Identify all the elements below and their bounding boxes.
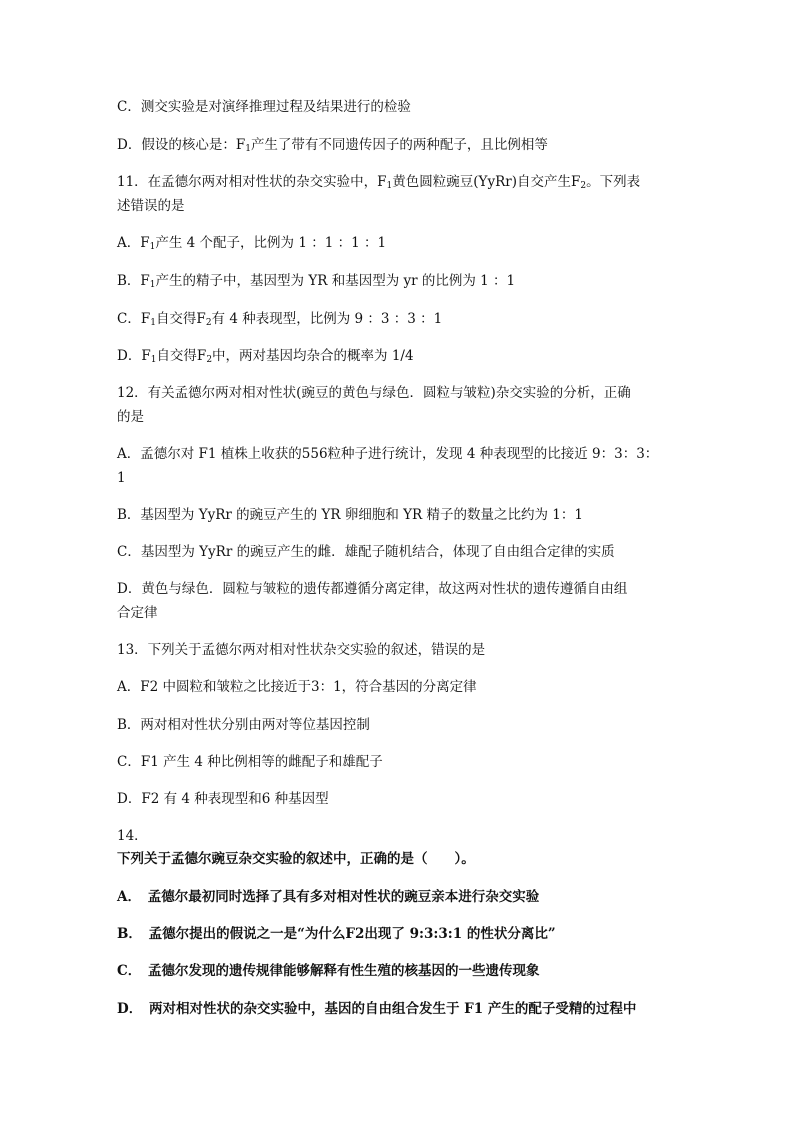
q14-option-d: D． 两对相对性状的杂交实验中，基因的自由组合发生于 F1 产生的配子受精的过程中: [117, 1001, 637, 1017]
q12-option-a-line1: A．孟德尔对 F1 植株上收获的556粒种子进行统计，发现 4 种表现型的比接近 9：3：3：: [117, 446, 659, 462]
q11-option-c: C．$F_1$自交得$F_2$有 4 种表现型，比例为 9 ：3 ：3 ：1: [117, 311, 443, 328]
q12-stem-line2: 的是: [117, 409, 144, 425]
q14-option-b: B． 孟德尔提出的假说之一是“为什么F2出现了 9:3:3:1 的性状分离比”: [117, 926, 556, 942]
q14-number: 14．: [117, 828, 148, 844]
q12-option-b: B．基因型为 YyRr 的豌豆产生的 YR 卵细胞和 YR 精子的数量之比约为 1：1: [117, 507, 583, 523]
q13-option-c: C．F1 产生 4 种比例相等的雌配子和雄配子: [117, 754, 383, 770]
q14-option-c: C． 孟德尔发现的遗传规律能够解释有性生殖的核基因的一些遗传现象: [117, 963, 540, 979]
q12-option-d-line1: D．黄色与绿色．圆粒与皱粒的遗传都遵循分离定律，故这两对性状的遗传遵循自由组: [117, 581, 628, 597]
q11-option-a: A．$F_1$产生 4 个配子，比例为 1 ：1 ：1 ：1: [117, 235, 387, 252]
q11-option-b: B．$F_1$产生的精子中，基因型为 YR 和基因型为 yr 的比例为 1 ：1: [117, 273, 516, 290]
q12-option-c: C．基因型为 YyRr 的豌豆产生的雌．雄配子随机结合，体现了自由组合定律的实质: [117, 544, 615, 560]
q13-option-a: A．F2 中圆粒和皱粒之比接近于3：1，符合基因的分离定律: [117, 679, 477, 695]
q14-stem: 下列关于孟德尔豌豆杂交实验的叙述中，正确的是（ ）。: [117, 851, 475, 867]
q10-option-d: D．假设的核心是：$F_1$产生了带有不同遗传因子的两种配子，且比例相等: [117, 137, 548, 154]
q12-option-a-line2: 1: [117, 470, 126, 486]
q12-option-d-line2: 合定律: [117, 605, 158, 621]
q13-option-d: D．F2 有 4 种表现型和6 种基因型: [117, 791, 329, 807]
q11-stem-line1: 11．在孟德尔两对相对性状的杂交实验中，$F_1$黄色圆粒豌豆(YyRr)自交产生$F_2$。下列表: [117, 174, 641, 191]
q13-option-b: B．两对相对性状分别由两对等位基因控制: [117, 717, 370, 733]
q14-option-a: A． 孟德尔最初同时选择了具有多对相对性状的豌豆亲本进行杂交实验: [117, 889, 540, 905]
q10-option-c: C．测交实验是对演绎推理过程及结果进行的检验: [117, 99, 411, 115]
q11-stem-line2: 述错误的是: [117, 198, 185, 214]
q11-option-d: D．$F_1$自交得$F_2$中，两对基因均杂合的概率为 1/4: [117, 348, 414, 365]
q12-stem-line1: 12．有关孟德尔两对相对性状(豌豆的黄色与绿色．圆粒与皱粒)杂交实验的分析，正确: [117, 385, 631, 401]
q13-stem: 13．下列关于孟德尔两对相对性状杂交实验的叙述，错误的是: [117, 642, 486, 658]
